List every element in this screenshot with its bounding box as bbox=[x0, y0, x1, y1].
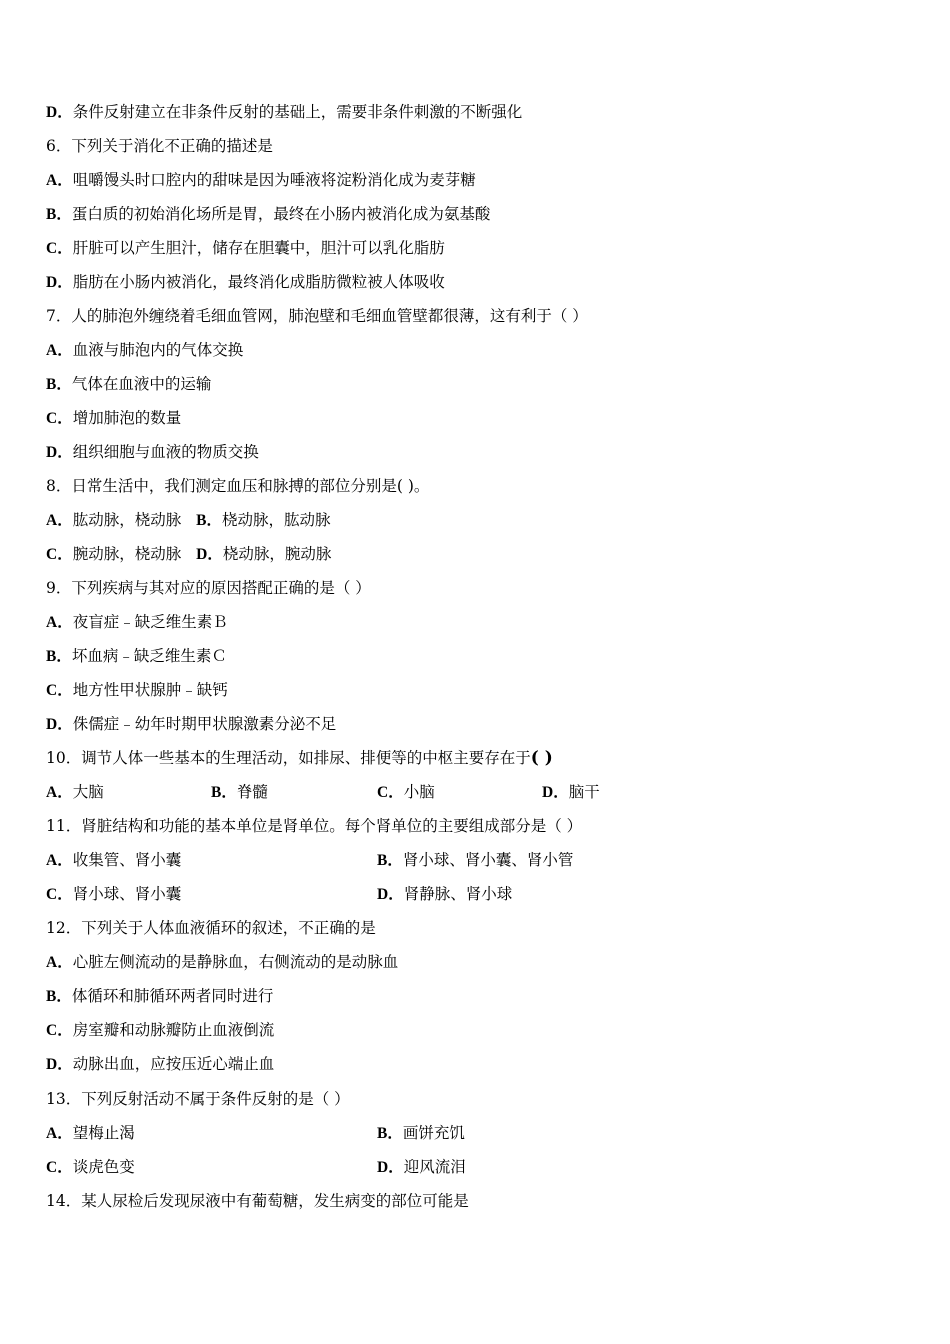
option-text: 谈虎色变 bbox=[72, 1158, 135, 1176]
q12-option-d bbox=[46, 1052, 274, 1076]
q13-option-b bbox=[377, 1121, 465, 1145]
option-letter: D． bbox=[46, 716, 73, 733]
option-letter: C． bbox=[46, 240, 73, 257]
q7-option-a bbox=[46, 338, 243, 362]
question-number: 7． bbox=[46, 307, 72, 325]
option-text: 组织细胞与血液的物质交换 bbox=[72, 443, 259, 461]
option-text: 肾小球、肾小囊、肾小管 bbox=[402, 851, 574, 869]
q8-options-ab bbox=[46, 508, 331, 532]
option-text: 肾小球、肾小囊 bbox=[72, 885, 182, 903]
q7-option-d bbox=[46, 440, 259, 464]
option-letter: B． bbox=[46, 376, 72, 393]
option-letter: A． bbox=[46, 1125, 73, 1142]
option-text: 小脑 bbox=[403, 783, 435, 801]
option-letter: C． bbox=[46, 886, 73, 903]
q6-option-c bbox=[46, 236, 445, 260]
q13-option-d bbox=[377, 1155, 466, 1179]
q11-option-a bbox=[46, 848, 181, 872]
option-letter: D． bbox=[377, 1159, 404, 1176]
answer-blank: ( ) bbox=[530, 748, 553, 768]
question-number: 14． bbox=[46, 1192, 82, 1210]
q6-option-b bbox=[46, 202, 490, 226]
question-7 bbox=[46, 304, 588, 328]
question-number: 11． bbox=[46, 817, 82, 835]
option-text: 迎风流泪 bbox=[403, 1158, 466, 1176]
q10-options bbox=[46, 780, 906, 804]
option-text: 增加肺泡的数量 bbox=[72, 409, 182, 427]
q8-options-cd bbox=[46, 542, 331, 566]
option-letter: C． bbox=[46, 546, 73, 563]
option-letter: D． bbox=[46, 104, 73, 121]
question-text: 肾脏结构和功能的基本单位是肾单位。每个肾单位的主要组成部分是（ ） bbox=[81, 817, 583, 835]
question-text: 日常生活中，我们测定血压和脉搏的部位分别是( )。 bbox=[71, 477, 430, 495]
question-text: 调节人体一些基本的生理活动，如排尿、排便等的中枢主要存在于 bbox=[81, 749, 531, 767]
q12-option-b bbox=[46, 984, 273, 1008]
question-12 bbox=[46, 916, 376, 940]
option-letter: A． bbox=[46, 852, 73, 869]
option-letter: C． bbox=[46, 682, 73, 699]
question-number: 6． bbox=[46, 137, 72, 155]
q11-option-c bbox=[46, 882, 181, 906]
option-letter: A． bbox=[46, 172, 73, 189]
option-text: 坏血病﹣缺乏维生素Ｃ bbox=[71, 647, 227, 665]
option-letter: C． bbox=[46, 1159, 73, 1176]
option-letter: D． bbox=[46, 444, 73, 461]
option-letter: A． bbox=[46, 954, 73, 971]
question-14 bbox=[46, 1189, 469, 1213]
option-letter: B． bbox=[46, 988, 72, 1005]
q10-option-a bbox=[46, 780, 104, 804]
option-letter: A． bbox=[46, 342, 73, 359]
option-text: 夜盲症﹣缺乏维生素Ｂ bbox=[72, 613, 228, 631]
option-text: 脑干 bbox=[568, 783, 600, 801]
q10-option-c bbox=[377, 780, 435, 804]
question-6 bbox=[46, 134, 273, 158]
q10-option-d bbox=[542, 780, 600, 804]
option-letter: D． bbox=[46, 1056, 73, 1073]
option-letter: A． bbox=[46, 784, 73, 801]
question-text: 某人尿检后发现尿液中有葡萄糖，发生病变的部位可能是 bbox=[81, 1192, 469, 1210]
question-number: 10． bbox=[46, 749, 82, 767]
question-number: 13． bbox=[46, 1090, 82, 1108]
q6-option-d bbox=[46, 270, 445, 294]
option-letter: D． bbox=[46, 274, 73, 291]
option-text: 条件反射建立在非条件反射的基础上，需要非条件刺激的不断强化 bbox=[72, 103, 523, 121]
option-letter: B． bbox=[377, 852, 403, 869]
q13-option-a bbox=[46, 1121, 135, 1145]
option-letter: C． bbox=[46, 410, 73, 427]
option-text: 动脉出血，应按压近心端止血 bbox=[72, 1055, 275, 1073]
option-text: 望梅止渴 bbox=[72, 1124, 135, 1142]
q9-option-c bbox=[46, 678, 228, 702]
question-number: 12． bbox=[46, 919, 82, 937]
question-text: 人的肺泡外缠绕着毛细血管网，肺泡壁和毛细血管壁都很薄，这有利于（ ） bbox=[71, 307, 588, 325]
option-text: 地方性甲状腺肿﹣缺钙 bbox=[72, 681, 228, 699]
question-9 bbox=[46, 576, 371, 600]
question-10 bbox=[46, 746, 553, 770]
q7-option-c bbox=[46, 406, 181, 430]
q11-options-cd bbox=[46, 882, 906, 906]
q11-options-ab bbox=[46, 848, 906, 872]
q12-option-c bbox=[46, 1018, 274, 1042]
option-text: 肱动脉，桡动脉 bbox=[72, 511, 182, 529]
option-letter: B． bbox=[211, 784, 237, 801]
option-text: 收集管、肾小囊 bbox=[72, 851, 182, 869]
option-letter: B． bbox=[196, 512, 222, 529]
option-letter: D． bbox=[377, 886, 404, 903]
q13-options-cd bbox=[46, 1155, 906, 1179]
option-letter: B． bbox=[46, 206, 72, 223]
q11-option-d bbox=[377, 882, 512, 906]
option-text: 腕动脉，桡动脉 bbox=[72, 545, 182, 563]
option-text: 脂肪在小肠内被消化，最终消化成脂肪微粒被人体吸收 bbox=[72, 273, 445, 291]
option-text: 桡动脉，肱动脉 bbox=[222, 511, 331, 529]
question-text: 下列关于消化不正确的描述是 bbox=[71, 137, 273, 155]
option-letter: B． bbox=[46, 648, 72, 665]
option-letter: C． bbox=[46, 1022, 73, 1039]
question-13 bbox=[46, 1087, 350, 1111]
option-text: 画饼充饥 bbox=[402, 1124, 465, 1142]
option-text: 体循环和肺循环两者同时进行 bbox=[71, 987, 274, 1005]
option-text: 桡动脉，腕动脉 bbox=[222, 545, 332, 563]
question-11 bbox=[46, 814, 582, 838]
question-text: 下列关于人体血液循环的叙述，不正确的是 bbox=[81, 919, 376, 937]
option-letter: C． bbox=[377, 784, 404, 801]
q7-option-b bbox=[46, 372, 211, 396]
option-letter: D． bbox=[542, 784, 569, 801]
option-letter: D． bbox=[196, 546, 223, 563]
question-text: 下列反射活动不属于条件反射的是（ ） bbox=[81, 1090, 350, 1108]
q12-option-a bbox=[46, 950, 398, 974]
question-8 bbox=[46, 474, 429, 498]
q9-option-b bbox=[46, 644, 227, 668]
q11-option-b bbox=[377, 848, 573, 872]
question-text: 下列疾病与其对应的原因搭配正确的是（ ） bbox=[71, 579, 371, 597]
question-number: 9． bbox=[46, 579, 72, 597]
option-text: 心脏左侧流动的是静脉血，右侧流动的是动脉血 bbox=[72, 953, 399, 971]
option-text: 肾静脉、肾小球 bbox=[403, 885, 513, 903]
option-letter: A． bbox=[46, 512, 73, 529]
option-text: 血液与肺泡内的气体交换 bbox=[72, 341, 244, 359]
option-text: 房室瓣和动脉瓣防止血液倒流 bbox=[72, 1021, 275, 1039]
q5-option-d bbox=[46, 100, 522, 124]
option-text: 脊髓 bbox=[236, 783, 268, 801]
q13-option-c bbox=[46, 1155, 135, 1179]
option-letter: B． bbox=[377, 1125, 403, 1142]
q6-option-a bbox=[46, 168, 476, 192]
question-number: 8． bbox=[46, 477, 72, 495]
q9-option-d bbox=[46, 712, 336, 736]
option-text: 侏儒症﹣幼年时期甲状腺激素分泌不足 bbox=[72, 715, 337, 733]
option-text: 气体在血液中的运输 bbox=[71, 375, 212, 393]
q9-option-a bbox=[46, 610, 228, 634]
option-text: 蛋白质的初始消化场所是胃，最终在小肠内被消化成为氨基酸 bbox=[71, 205, 491, 223]
option-text: 大脑 bbox=[72, 783, 104, 801]
option-text: 肝脏可以产生胆汁，储存在胆囊中，胆汁可以乳化脂肪 bbox=[72, 239, 445, 257]
q10-option-b bbox=[211, 780, 268, 804]
option-text: 咀嚼馒头时口腔内的甜味是因为唾液将淀粉消化成为麦芽糖 bbox=[72, 171, 476, 189]
q13-options-ab bbox=[46, 1121, 906, 1145]
option-letter: A． bbox=[46, 614, 73, 631]
